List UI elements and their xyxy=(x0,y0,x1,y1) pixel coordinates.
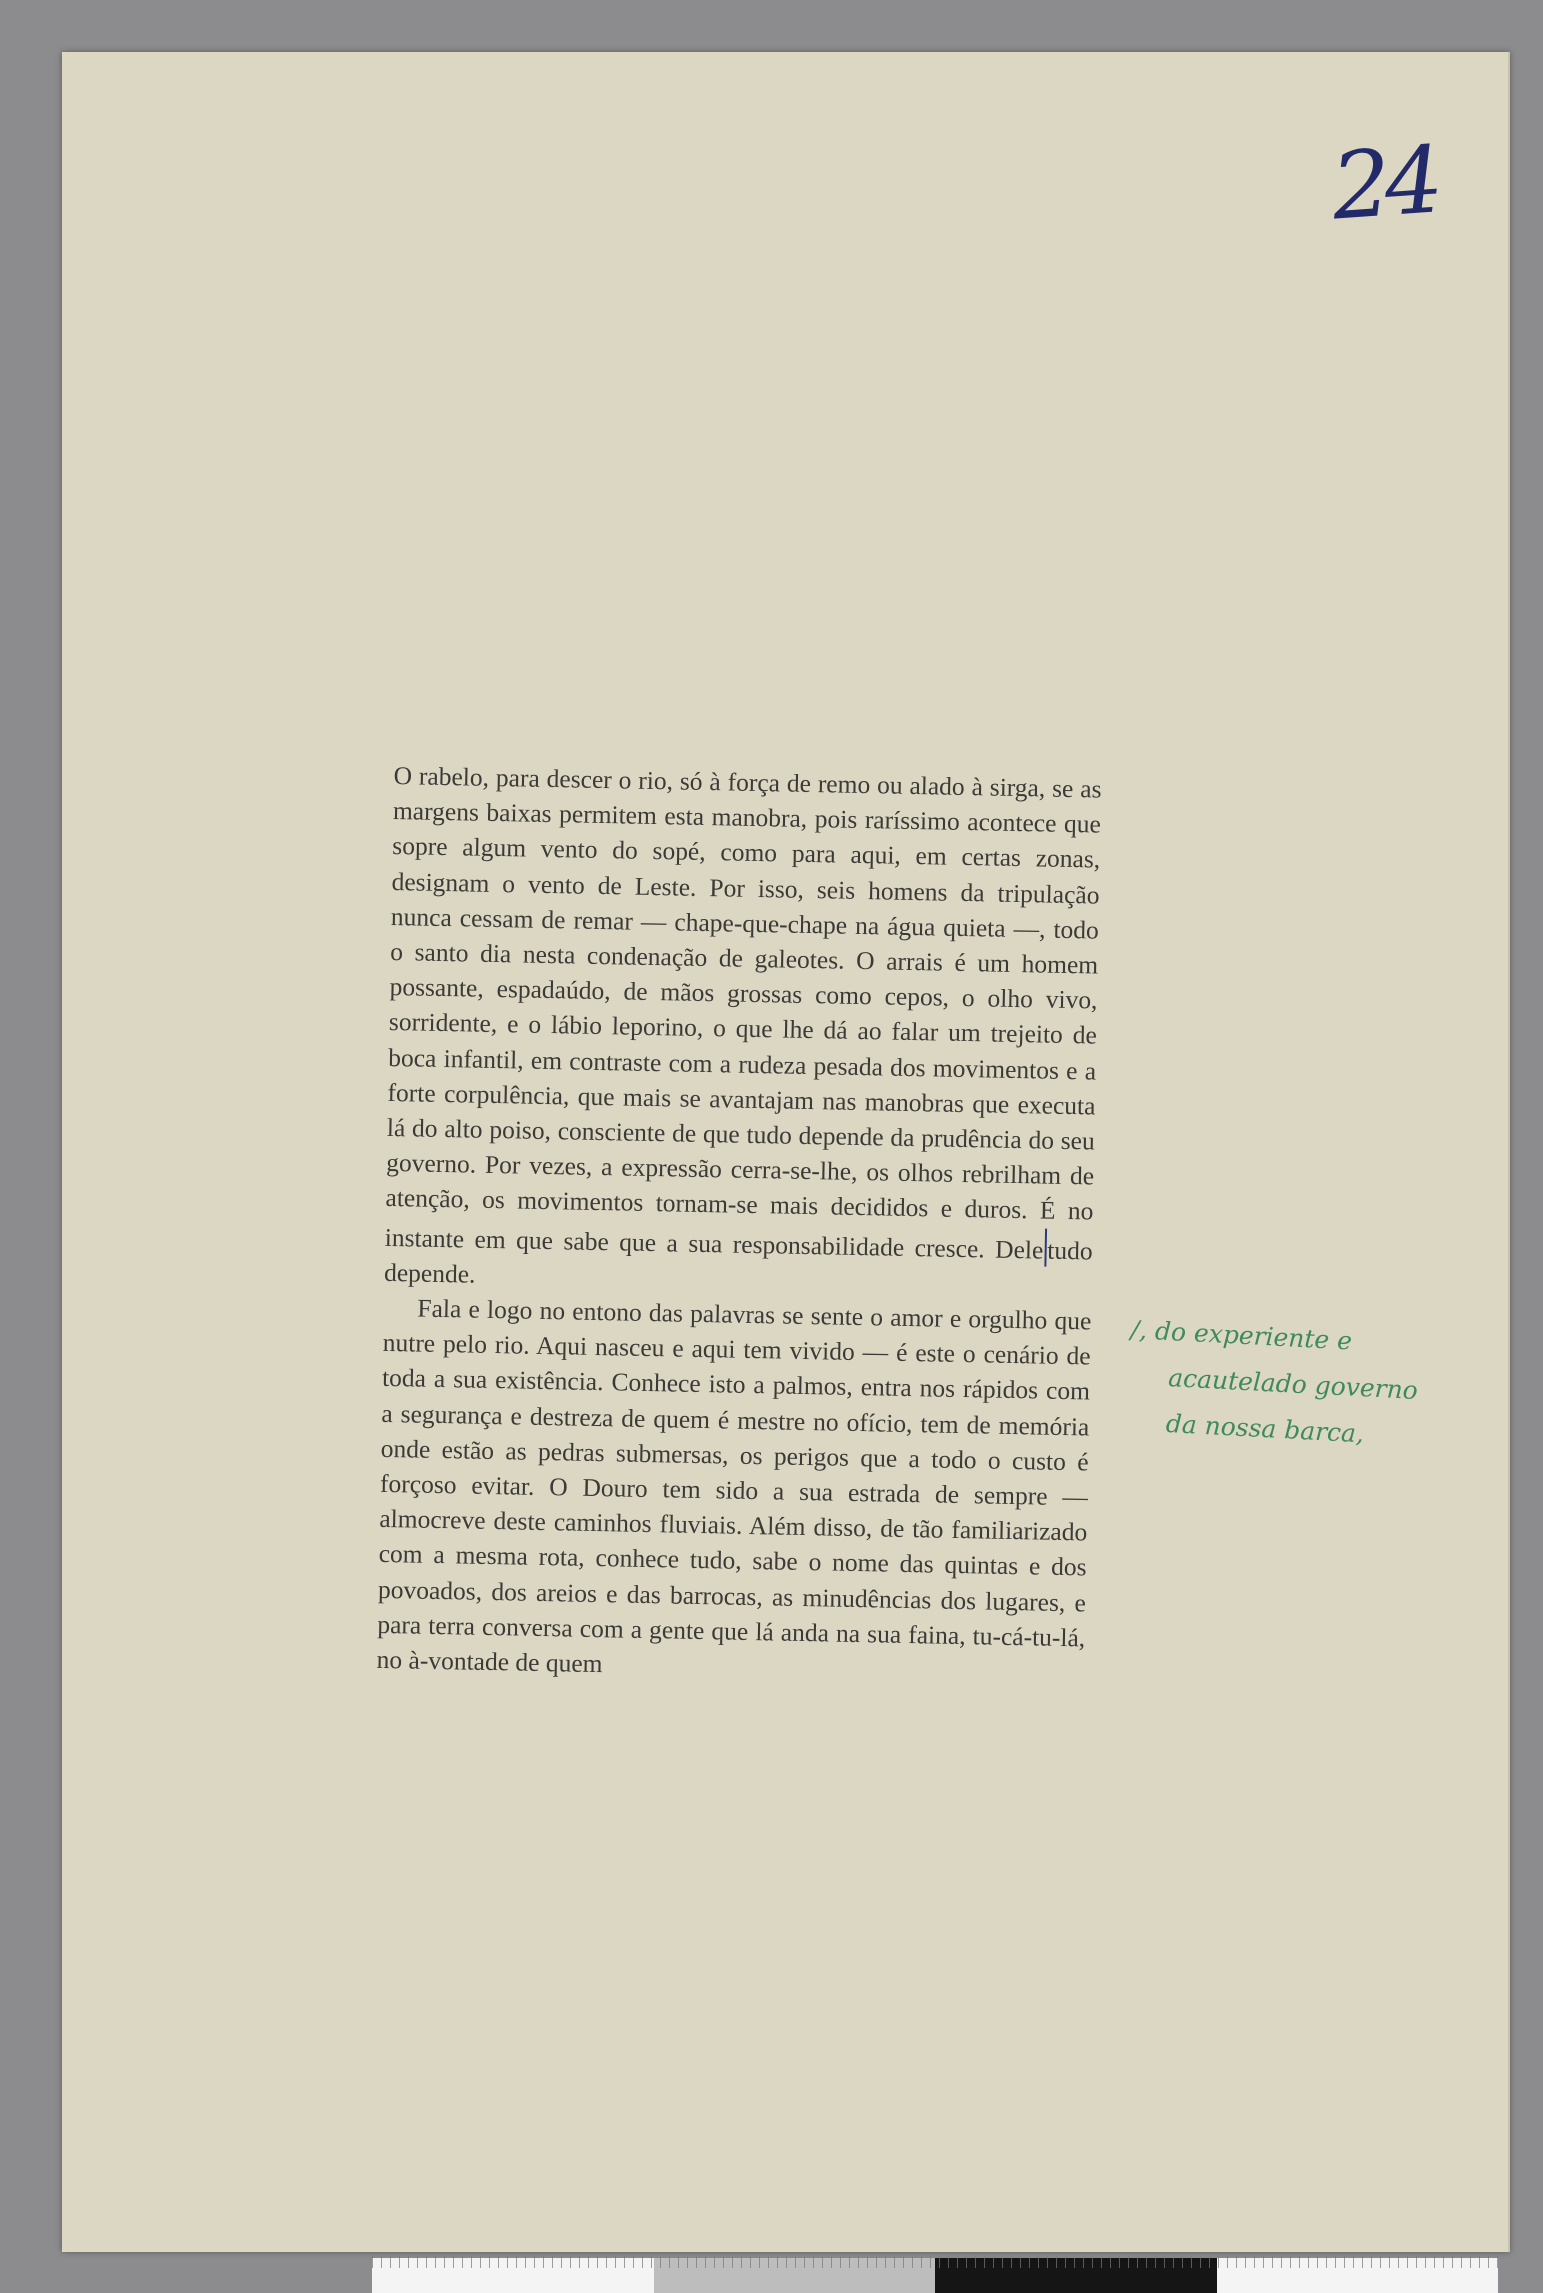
paragraph-2: Fala e logo no entono das palavras se sente o amor e orgulho que nutre pelo rio. Aqui nasceu e aqui tem vivido — é este o cenário de toda a sua existência. Conhece isto a palmos, entra nos rápidos com a segurança e destreza de quem é mestre no ofício, tem de memória onde estão as pedras submersas, os perigos que a todo o custo é forçoso evitar. O Douro tem sido a sua estrada de sempre — almocreve deste caminhos fluviais. Além disso, de tão familiarizado com a mesma rota, conhece tudo, sabe o nome das quintas e dos povoados, dos areios e das barrocas, as minudências dos lugares, e para terra conversa com a gente que lá anda na sua faina, tu-cá-tu-lá, no à-vontade de quem xyxy=(376,1293,1092,1679)
margin-note-line: /, do experiente e xyxy=(1130,1314,1353,1356)
paragraph-1-text: O rabelo, para descer o rio, só à força de remo ou alado à sirga, se as margens baixas permitem esta manobra, pois raríssimo acontece que sopre algum vento do sopé, como para aqui, em certas zonas, designam o vento de Leste. Por isso, seis homens da tripulação nunca cessam de remar — chape-que-chape na água quieta —, todo o santo dia nesta condenação de galeotes. O arrais é um homem possante, espadaúdo, de mãos grossas como cepos, o olho vivo, sorridente, e o lábio leporino, o que lhe dá ao falar um trejeito de boca infantil, em contraste com a rudeza pesada dos movimentos e a forte corpulência, que mais se avantajam nas manobras que executa lá do alto poiso, consciente de que tudo depende da prudência do seu governo. Por vezes, a expressão cerra-se-lhe, os olhos rebrilham de atenção, os movimentos tornam-se mais decididos e duros. É no instante em que sabe que a sua responsabilidade cresce. Dele xyxy=(384,760,1102,1265)
handwritten-margin-note xyxy=(1125,1307,1502,1464)
body-text xyxy=(376,758,1102,1691)
scale-ticks xyxy=(372,2256,1498,2268)
paragraph-1-end: tudo depende. xyxy=(383,1235,1093,1289)
paragraph-1 xyxy=(384,758,1102,1304)
page-number: 24 xyxy=(1328,126,1441,241)
color-scale-bar xyxy=(372,2256,1498,2293)
margin-note-line: acautelado governo xyxy=(1167,1363,1419,1406)
margin-note-line: da nossa barca, xyxy=(1165,1408,1365,1449)
document-page xyxy=(62,52,1510,2252)
